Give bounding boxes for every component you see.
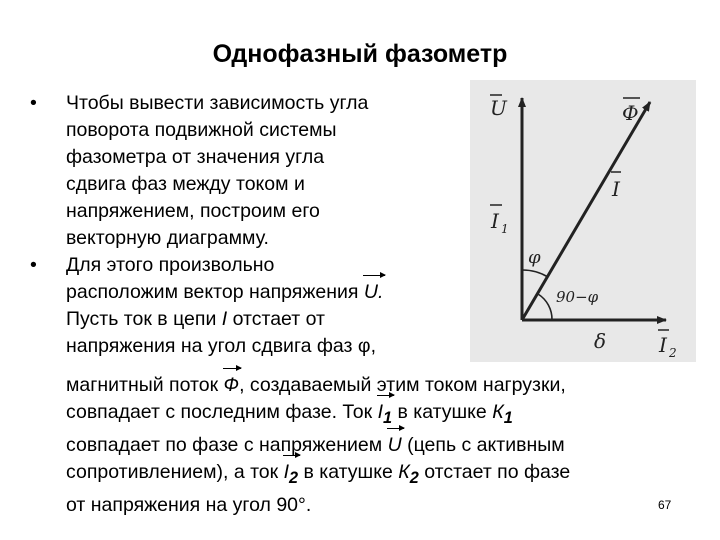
bullet-1-line-3: фазометра от значения угла bbox=[66, 146, 325, 168]
bullet-2-line-3a-text: Пусть ток в цепи bbox=[66, 308, 217, 330]
bullet-2-line-3b-text: отстает от bbox=[232, 308, 325, 330]
slide-title: Однофазный фазометр bbox=[212, 40, 508, 68]
cont-line-5: от напряжения на угол 90°. bbox=[66, 493, 312, 516]
vector-u-symbol: U. bbox=[364, 279, 384, 306]
continuation-text bbox=[66, 372, 570, 519]
bullet-1-line-6: векторную диаграмму. bbox=[66, 227, 269, 249]
cont-line-3-a: совпадает по фазе с напряжением bbox=[66, 433, 383, 456]
page-number: 67 bbox=[658, 498, 672, 512]
bullet-2 bbox=[30, 252, 460, 360]
bullet-2-line-3 bbox=[66, 306, 460, 333]
label-i: I bbox=[612, 177, 620, 201]
label-phi-angle: φ bbox=[528, 247, 541, 268]
k1-symbol bbox=[492, 401, 513, 427]
vector-phi-symbol: Ф bbox=[224, 372, 240, 399]
cont-line-2-a: совпадает с последним фазе. Ток bbox=[66, 401, 373, 423]
bullet-dot: • bbox=[30, 254, 37, 276]
label-delta: δ bbox=[594, 329, 607, 353]
bullet-2-line-1: Для этого произвольно bbox=[66, 254, 275, 276]
i1-subscript: 1 bbox=[383, 408, 393, 427]
cont-line-4 bbox=[66, 459, 570, 492]
bullet-2-line-2-text: расположим вектор напряжения bbox=[66, 281, 359, 303]
bullet-1-line-5: напряжением, построим его bbox=[66, 200, 320, 222]
bullet-1-line-1: Чтобы вывести зависимость угла bbox=[66, 92, 369, 114]
k2-subscript: 2 bbox=[409, 468, 419, 487]
k2-symbol bbox=[398, 460, 419, 487]
k2-letter: К bbox=[398, 460, 410, 483]
vector-i2-symbol bbox=[284, 459, 298, 492]
i1-letter: I bbox=[377, 401, 384, 423]
label-phi-vector: Ф bbox=[622, 101, 639, 125]
bullet-2-line-4: напряжения на угол сдвига фаз φ, bbox=[66, 335, 376, 357]
bullet-1-line-4: сдвига фаз между током и bbox=[66, 173, 305, 195]
cont-line-3 bbox=[66, 432, 570, 459]
vector-diagram bbox=[470, 80, 696, 362]
cont-line-1 bbox=[66, 372, 570, 399]
cont-line-4-b: в катушке bbox=[303, 460, 393, 483]
current-i-symbol: I bbox=[221, 308, 228, 330]
i2-letter: I bbox=[283, 460, 290, 483]
label-i2-subscript: 2 bbox=[669, 346, 677, 360]
k1-letter: К bbox=[492, 401, 504, 423]
vector-u-symbol-2: U bbox=[388, 432, 402, 459]
bullet-dot: • bbox=[30, 92, 37, 114]
label-u: U bbox=[490, 96, 507, 120]
cont-line-1-a: магнитный поток bbox=[66, 374, 219, 396]
cont-line-2 bbox=[66, 399, 570, 432]
i2-subscript: 2 bbox=[289, 468, 299, 487]
label-i2: I bbox=[659, 333, 667, 357]
cont-line-4-c: отстает по фазе bbox=[424, 460, 571, 483]
cont-line-3-b: (цепь с активным bbox=[407, 433, 565, 456]
bullet-1 bbox=[30, 90, 460, 252]
bullet-1-line-2: поворота подвижной системы bbox=[66, 119, 337, 141]
bullet-list bbox=[30, 90, 460, 360]
label-90-minus-phi: 90−φ bbox=[556, 288, 599, 306]
k1-subscript: 1 bbox=[503, 408, 513, 427]
label-i1: I bbox=[491, 209, 499, 233]
cont-line-2-b: в катушке bbox=[397, 401, 487, 423]
cont-line-1-b: , создаваемый этим током нагрузки, bbox=[239, 374, 566, 396]
label-i1-subscript: 1 bbox=[501, 222, 509, 236]
bullet-2-line-2 bbox=[66, 279, 460, 306]
cont-line-4-a: сопротивлением), а ток bbox=[66, 460, 279, 483]
